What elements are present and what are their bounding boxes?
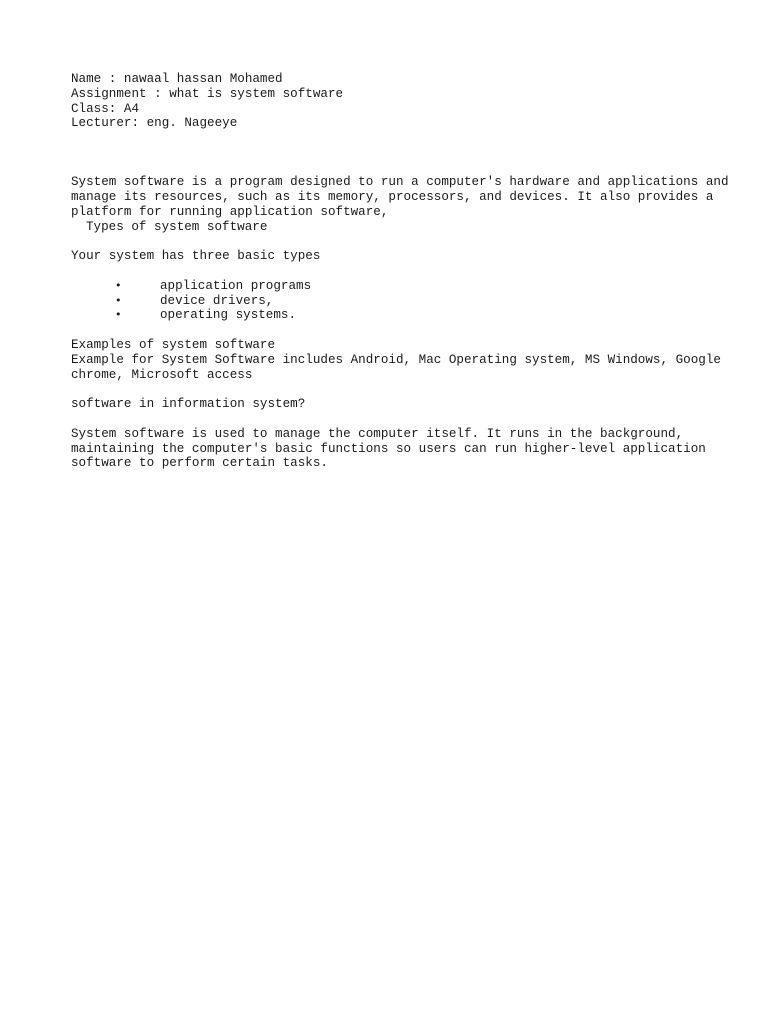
assignment-title: Assignment : what is system software [71, 86, 344, 101]
lecturer-label: Lecturer: eng. Nageeye [71, 116, 238, 131]
types-section [71, 249, 731, 323]
list-item-text: device drivers, [160, 293, 274, 308]
bullet-icon: • [115, 293, 122, 307]
list-item-text: application programs [160, 278, 312, 293]
types-lead: Your system has three basic types [71, 249, 321, 264]
student-name: Name : nawaal hassan Mohamed [71, 72, 283, 86]
document-header [71, 72, 731, 131]
intro-section [71, 175, 731, 234]
class-label: Class: A4 [71, 101, 140, 116]
examples-text: Example for System Software includes Android, Mac Operating system, MS Windows, Google chrome, Microsoft access [71, 352, 721, 382]
info-system-answer: System software is used to manage the computer itself. It runs in the background, maintaining the computer's basic functions so users can run higher-level application software to perform certain tasks. [71, 426, 706, 471]
list-item [71, 279, 731, 294]
bullet-icon: • [115, 278, 122, 292]
bullet-icon: • [115, 308, 122, 322]
list-item [71, 294, 731, 309]
list-item [71, 308, 731, 323]
types-list [71, 279, 731, 323]
examples-heading: Examples of system software [71, 337, 276, 352]
document-page [71, 72, 731, 471]
info-system-question: software in information system? [71, 397, 306, 412]
examples-section [71, 338, 731, 382]
types-heading: Types of system software [86, 219, 268, 234]
list-item-text: operating systems. [160, 308, 297, 323]
info-system-section [71, 397, 731, 471]
intro-paragraph: System software is a program designed to run a computer's hardware and applications and manage its resources, such as its memory, processors, and devices. It also provides a platform for running application software, [71, 175, 729, 219]
